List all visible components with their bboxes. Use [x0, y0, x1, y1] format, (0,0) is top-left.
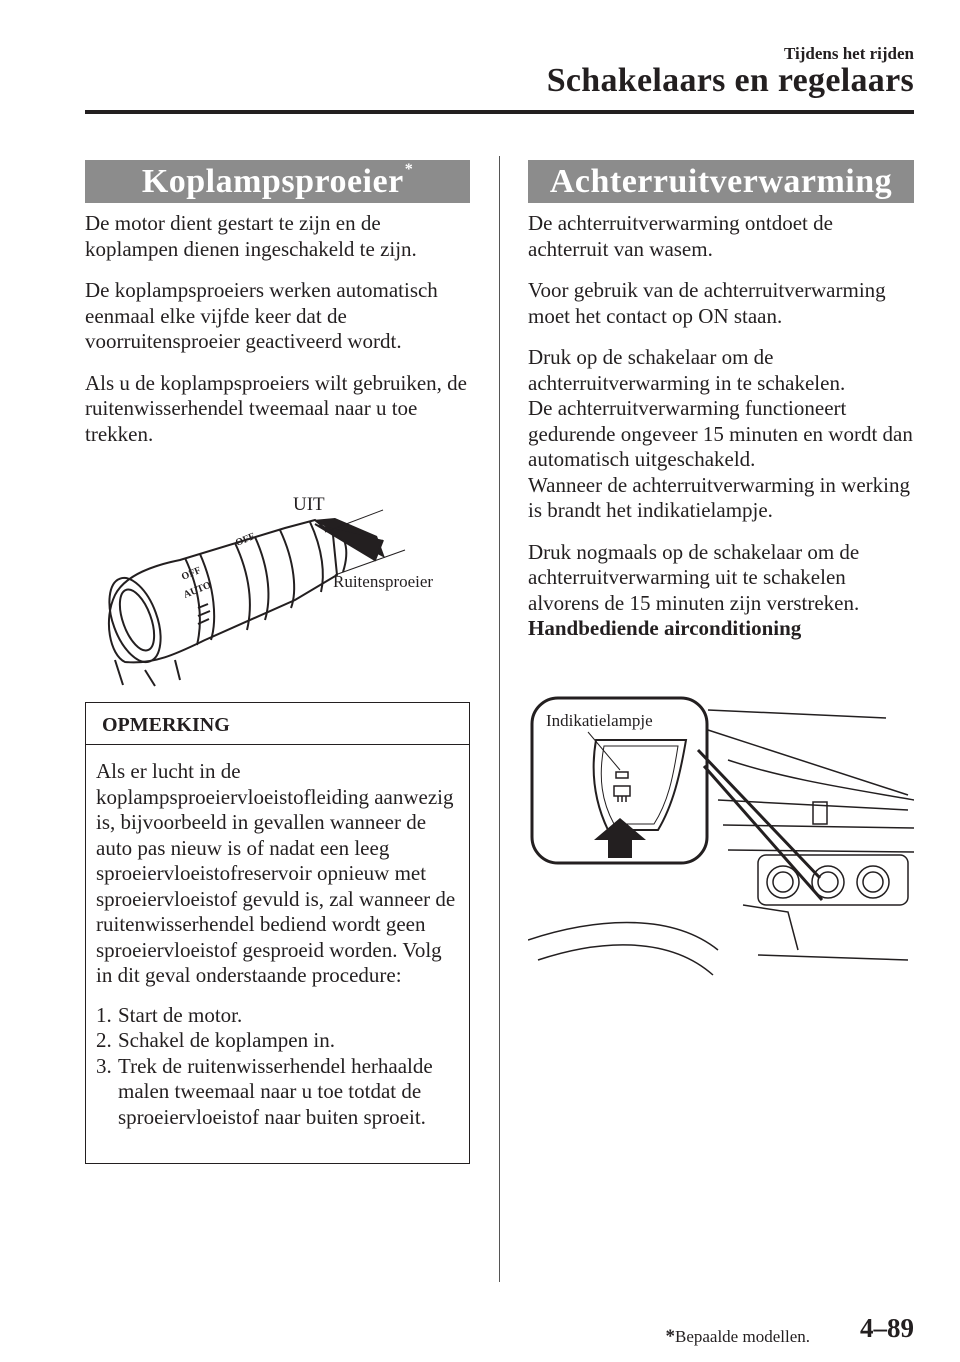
right-column	[528, 160, 914, 658]
list-item: 2. Schakel de koplampen in.	[96, 1028, 335, 1052]
washer-label: Ruitensproeier	[333, 572, 434, 591]
note-box	[85, 702, 470, 1164]
paragraph: Druk op de schakelaar om de achterruitverwarming in te schakelen.	[528, 345, 846, 395]
paragraph: De koplampsproeiers werken automatisch eenmaal elke vijfde keer dat de voorruitensproeier geactiveerd wordt.	[85, 278, 438, 353]
achterruitverwarming-heading	[528, 160, 914, 203]
paragraph: Druk nogmaals op de schakelaar om de achterruitverwarming uit te schakelen alvorens de 15 minuten zijn verstreken.	[528, 539, 860, 615]
list-item: 1. Start de motor.	[96, 1002, 243, 1027]
indicator-lamp-icon	[616, 772, 628, 778]
paragraph: Voor gebruik van de achterruitverwarming moet het contact op ON staan.	[528, 278, 886, 328]
optional-mark: *	[404, 161, 414, 178]
stalk-auto-label: AUTO	[182, 579, 213, 601]
column-divider	[499, 156, 500, 1282]
header-rule	[85, 110, 914, 114]
heading-text: Achterruitverwarming	[549, 163, 893, 200]
note-title: OPMERKING	[86, 703, 469, 745]
left-column	[85, 160, 470, 463]
uit-label: UIT	[293, 494, 325, 515]
koplampsproeier-heading	[85, 160, 470, 203]
paragraph: De achterruitverwarming functioneert gedurende ongeveer 15 minuten en wordt dan automatisch uitgeschakeld.	[528, 396, 913, 471]
subheading: Handbediende airconditioning	[528, 616, 802, 640]
footer-note: *Bepaalde modellen.	[665, 1326, 810, 1347]
heading-text: Koplampsproeier	[141, 163, 404, 200]
procedure-list	[96, 1003, 459, 1131]
indicator-label: Indikatielampje	[546, 711, 653, 730]
list-item: 3. Trek de ruitenwisserhendel herhaalde malen tweemaal naar u toe totdat de sproeiervloeistof naar buiten sproeit.	[96, 1053, 433, 1129]
paragraph: Als u de koplampsproeiers wilt gebruiken, de ruitenwisserhendel tweemaal naar u toe trekken.	[85, 370, 467, 446]
paragraph: De motor dient gestart te zijn en de koplampen dienen ingeschakeld te zijn.	[85, 211, 417, 261]
paragraph: Wanneer de achterruitverwarming in werking is brandt het indikatielampje.	[528, 472, 910, 522]
section-label: Tijdens het rijden	[783, 44, 914, 63]
stalk-off-label: OFF	[180, 565, 203, 583]
note-text: Als er lucht in de koplampsproeiervloeistofleiding aanwezig is, bijvoorbeeld in gevallen wanneer de auto pas nieuw is of nadat een leeg sproeiervloeistofreservoir opnieuw met sproeiervloeistof gevuld is, zal wanneer de ruitenwisserhendel bediend wordt geen sproeiervloeistof gesproeid worden. Volg in dit geval onderstaande procedure:	[96, 759, 456, 987]
paragraph: De achterruitverwarming ontdoet de achterruit van wasem.	[528, 211, 833, 261]
page-number: 4–89	[860, 1313, 914, 1343]
page-title: Schakelaars en regelaars	[546, 62, 914, 99]
wiper-stalk-figure	[85, 480, 470, 690]
dashboard-figure	[528, 690, 914, 985]
stalk-off-label: OFF	[234, 531, 257, 549]
